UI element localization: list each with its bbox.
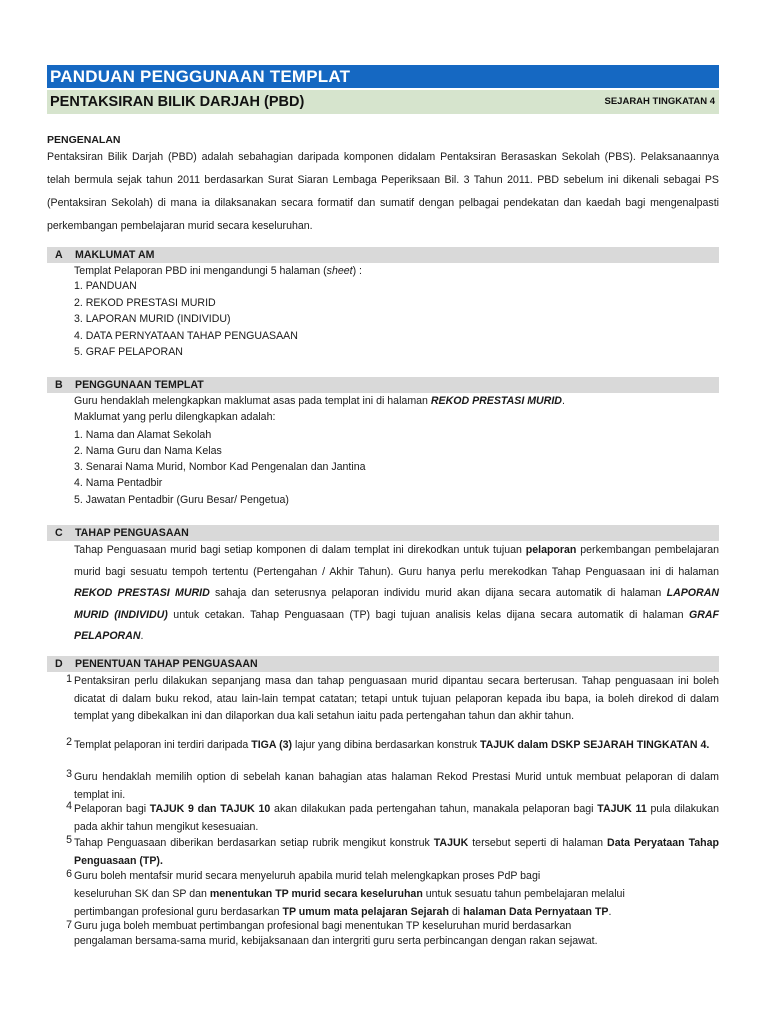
- item-text: Templat pelaporan ini terdiri daripada TIGA (3) lajur yang dibina berdasarkan konstruk TAJUK dalam DSKP SEJARAH TINGKATAN 4.: [74, 739, 710, 751]
- item-number: 5: [66, 834, 72, 846]
- item-text: [74, 919, 719, 949]
- section-title: MAKLUMAT AM: [75, 249, 155, 261]
- list-item: 3. LAPORAN MURID (INDIVIDU): [74, 313, 231, 325]
- list-item: 5. GRAF PELAPORAN: [74, 346, 183, 358]
- item-text: [74, 868, 719, 921]
- section-letter: A: [55, 249, 63, 261]
- section-letter: C: [55, 527, 63, 539]
- list-item: 2. Nama Guru dan Nama Kelas: [74, 445, 222, 457]
- section-letter: D: [55, 658, 63, 670]
- section-c-header: [47, 525, 719, 541]
- subtitle: PENTAKSIRAN BILIK DARJAH (PBD): [50, 94, 305, 110]
- section-b-line-2: Maklumat yang perlu dilengkapkan adalah:: [74, 411, 276, 423]
- item-number: 3: [66, 768, 72, 780]
- section-a-header: [47, 247, 719, 263]
- text-line: pengalaman bersama-sama murid, kebijaksanaan dan intergriti guru serta perbincangan dengan rakan sejawat.: [74, 935, 598, 947]
- item-text: Tahap Penguasaan diberikan berdasarkan setiap rubrik mengikut konstruk TAJUK tersebut seperti di halaman Data Peryataan Tahap Penguasaan (TP).: [74, 837, 719, 867]
- item-text: Pelaporan bagi TAJUK 9 dan TAJUK 10 akan dilakukan pada pertengahan tahun, manakala pelaporan bagi TAJUK 11 pula dilakukan pada akhir tahun mengikut kesesuaian.: [74, 803, 719, 833]
- intro-heading: PENGENALAN: [47, 134, 121, 146]
- list-item: 5. Jawatan Pentadbir (Guru Besar/ Pengetua): [74, 494, 289, 506]
- section-title: TAHAP PENGUASAAN: [75, 527, 189, 539]
- subject-label: SEJARAH TINGKATAN 4: [604, 96, 715, 107]
- subtitle-bar: [47, 90, 719, 114]
- list-item: 4. DATA PERNYATAAN TAHAP PENGUASAAN: [74, 330, 298, 342]
- text-line: pertimbangan profesional guru berdasarkan TP umum mata pelajaran Sejarah di halaman Data Pernyataan TP.: [74, 906, 612, 918]
- item-text: Guru hendaklah memilih option di sebelah kanan bahagian atas halaman Rekod Prestasi Murid untuk membuat pelaporan di dalam templat ini.: [74, 771, 719, 801]
- section-b-line-1: Guru hendaklah melengkapkan maklumat asas pada templat ini di halaman REKOD PRESTASI MURID.: [74, 395, 565, 407]
- item-number: 6: [66, 868, 72, 880]
- item-number: 4: [66, 800, 72, 812]
- item-number: 7: [66, 919, 72, 931]
- list-item: 1. Nama dan Alamat Sekolah: [74, 429, 212, 441]
- text-line: keseluruhan SK dan SP dan menentukan TP murid secara keseluruhan untuk sesuatu tahun pembelajaran melalui: [74, 888, 625, 900]
- item-number: 1: [66, 673, 72, 685]
- section-d-header: [47, 656, 719, 672]
- section-a-intro: Templat Pelaporan PBD ini mengandungi 5 halaman (sheet) :: [74, 265, 362, 277]
- text-line: Guru boleh mentafsir murid secara menyeluruh apabila murid telah melengkapkan proses PdP bagi: [74, 870, 541, 882]
- section-title: PENGGUNAAN TEMPLAT: [75, 379, 204, 391]
- list-item: 1. PANDUAN: [74, 280, 137, 292]
- section-b-header: [47, 377, 719, 393]
- list-item: 4. Nama Pentadbir: [74, 477, 163, 489]
- section-letter: B: [55, 379, 63, 391]
- section-c-body: Tahap Penguasaan murid bagi setiap komponen di dalam templat ini direkodkan untuk tujuan pelaporan perkembangan pembelajaran murid bagi sesuatu tempoh tertentu (Pertengahan / Akhir Tahun). Guru hanya perlu merekodkan Tahap Penguasaan ini di halaman REKOD PRESTASI MURID sahaja dan seterusnya pelaporan individu murid akan dijana secara automatik di halaman LAPORAN MURID (INDIVIDU) untuk cetakan. Tahap Penguasaan (TP) bagi tujuan analisis kelas dijana secara automatik di halaman GRAF PELAPORAN.: [74, 544, 720, 642]
- list-item: 3. Senarai Nama Murid, Nombor Kad Pengenalan dan Jantina: [74, 461, 366, 473]
- list-item: 2. REKOD PRESTASI MURID: [74, 297, 216, 309]
- intro-body: Pentaksiran Bilik Darjah (PBD) adalah sebahagian daripada komponen didalam Pentaksiran Berasaskan Sekolah (PBS). Pelaksanaannya telah bermula sejak tahun 2011 berdasarkan Surat Siaran Lembaga Peperiksaan Bil. 3 Tahun 2011. PBD sebelum ini dikenali sebagai PS (Pentaksiran Sekolah) di mana ia dilaksanakan secara formatif dan sumatif dengan pelbagai pendekatan dan kaedah bagi mengenalpasti perkembangan pembelajaran murid secara keseluruhan.: [47, 151, 719, 232]
- text-line: Guru juga boleh membuat pertimbangan profesional bagi menentukan TP keseluruhan murid berdasarkan: [74, 920, 572, 932]
- item-text: Pentaksiran perlu dilakukan sepanjang masa dan tahap penguasaan murid dipantau secara berterusan. Tahap penguasaan ini boleh dicatat di dalam buku rekod, atau lain-lain tempat catatan; tetapi untuk tujuan pelaporan kepada ibu bapa, ia boleh direkod di dalam templat yang dibekalkan ini dan dilaporkan dua kali setahun iaitu pada pertengahan tahun dan akhir tahun.: [74, 675, 719, 722]
- item-number: 2: [66, 736, 72, 748]
- page-title: PANDUAN PENGGUNAAN TEMPLAT: [47, 65, 719, 88]
- section-title: PENENTUAN TAHAP PENGUASAAN: [75, 658, 258, 670]
